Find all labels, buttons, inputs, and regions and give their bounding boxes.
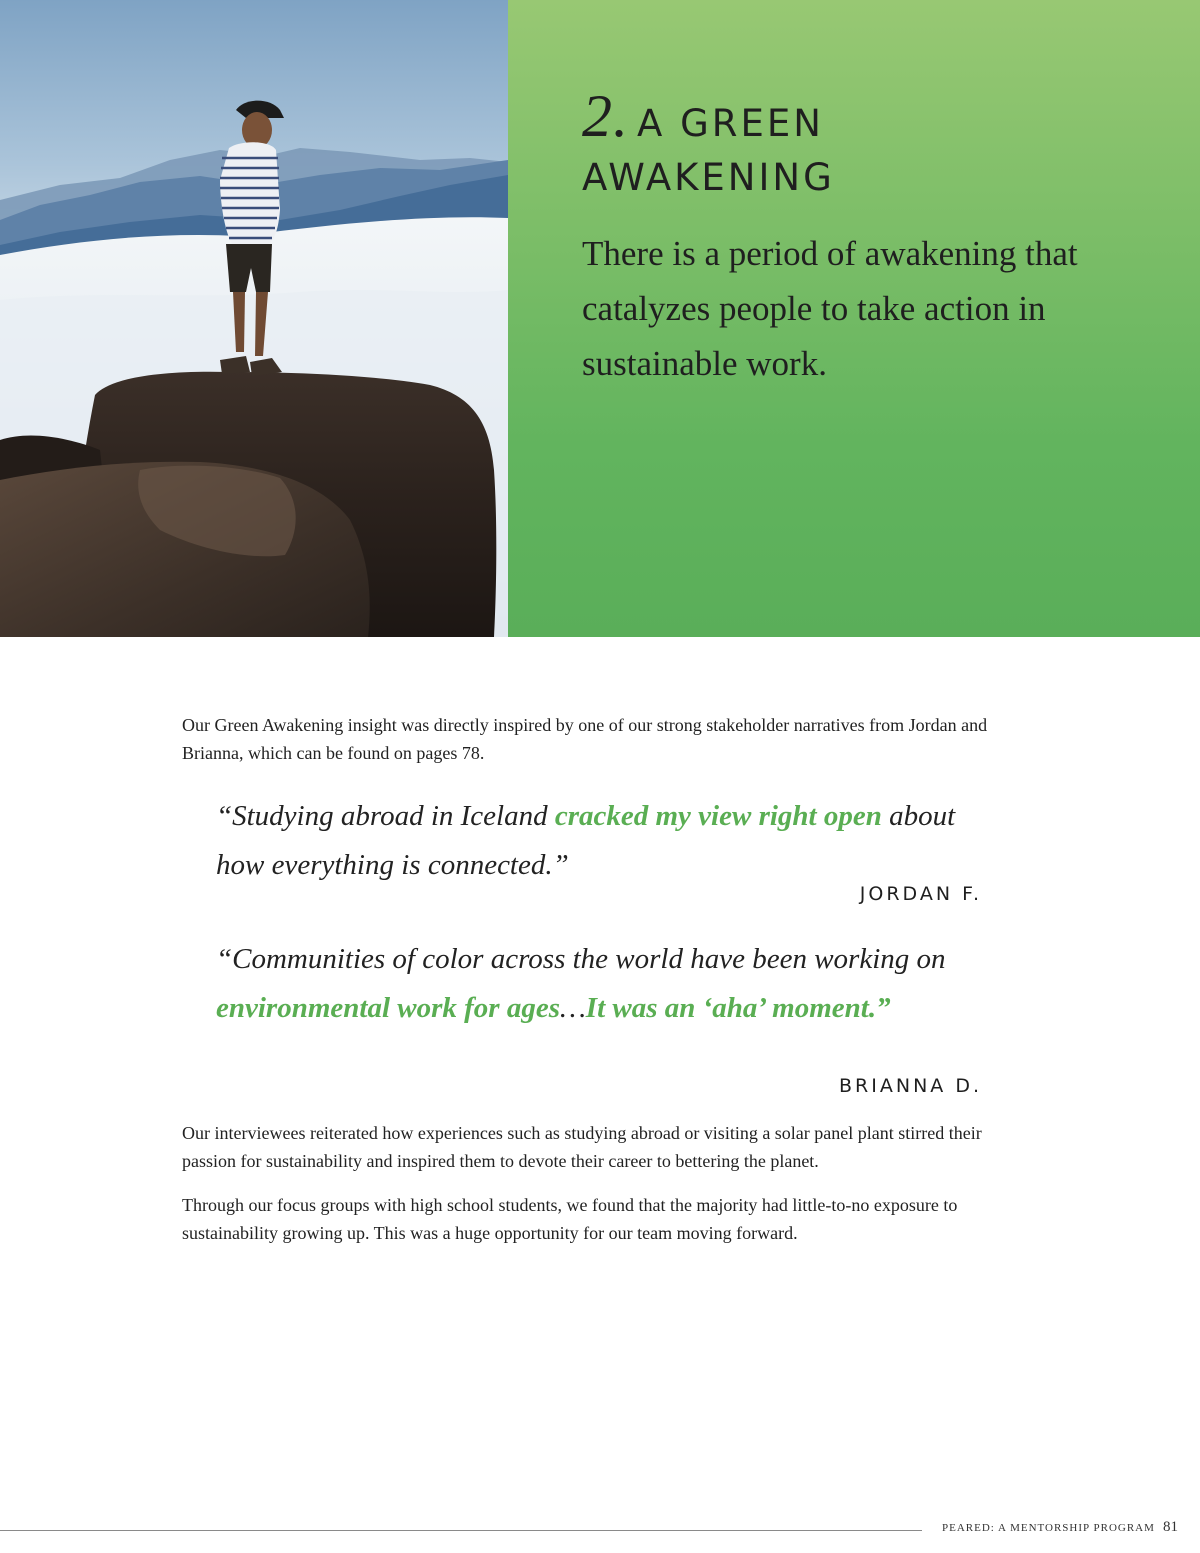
quote-jordan bbox=[216, 792, 1006, 890]
section-subtitle: There is a period of awakening that catalyzes people to take action in sustainable work. bbox=[582, 234, 1078, 383]
quote-attribution-jordan: JORDAN F. bbox=[859, 883, 982, 905]
intro-paragraph: Our Green Awakening insight was directly inspired by one of our strong stakeholder narratives from Jordan and Brianna, which can be found on pages 78. bbox=[182, 715, 988, 763]
quote-highlight: environmental work for ages bbox=[216, 992, 560, 1024]
footer-rule bbox=[0, 1530, 922, 1531]
hero-section bbox=[0, 0, 1200, 637]
hero-green-panel bbox=[508, 0, 1200, 637]
body-paragraph: Through our focus groups with high school students, we found that the majority had little-to-no exposure to sustainability growing up. This was a huge opportunity for our team moving forward. bbox=[182, 1195, 958, 1243]
section-heading bbox=[582, 82, 1142, 208]
section-title-line1: A GREEN bbox=[637, 102, 824, 145]
page-number: 81 bbox=[1163, 1519, 1178, 1535]
section-title-line2: AWAKENING bbox=[582, 156, 835, 199]
quote-highlight: It was an ‘aha’ moment.” bbox=[585, 992, 891, 1024]
quote-text: “Communities of color across the world have been working on bbox=[216, 943, 946, 975]
quote-attribution-brianna: BRIANNA D. bbox=[839, 1075, 982, 1097]
quote-text: … bbox=[560, 992, 586, 1024]
body-paragraph: Our interviewees reiterated how experiences such as studying abroad or visiting a solar panel plant stirred their passion for sustainability and inspired them to devote their career to bettering the planet. bbox=[182, 1123, 982, 1171]
footer-publication-label: PEARED: A MENTORSHIP PROGRAM bbox=[942, 1522, 1155, 1534]
section-number: 2. bbox=[582, 83, 629, 149]
quote-highlight: cracked my view right open bbox=[554, 800, 882, 832]
quote-brianna bbox=[216, 935, 1006, 1033]
quote-text: about how everything is connected.” bbox=[216, 800, 956, 881]
quote-text: “Studying abroad in Iceland bbox=[216, 800, 555, 832]
hero-photo-man-on-cliff bbox=[0, 0, 508, 637]
